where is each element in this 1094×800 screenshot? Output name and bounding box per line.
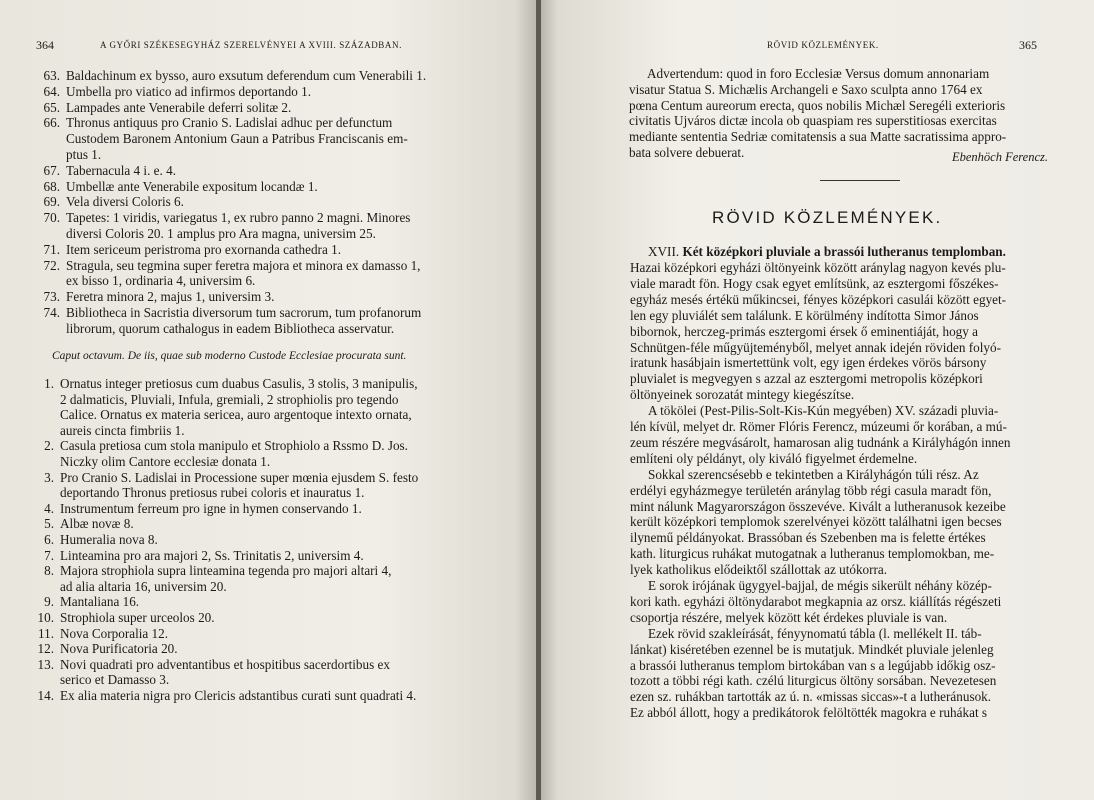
body-line: Hazai középkori egyházi öltönyeink között aránylag nagyon kevés plu- <box>630 260 1006 275</box>
item-text-line: Lampades ante Venerabile deferri solitæ 2. <box>66 99 292 115</box>
section-title: RÖVID KÖZLEMÉNYEK. <box>712 208 943 227</box>
item-text-line: Ex alia materia nigra pro Clericis adstantibus curati sunt quadrati 4. <box>60 688 417 703</box>
body-line: erdélyi egyházmegye területén aránylag több régi casula maradt fön, <box>630 482 992 498</box>
item-text-line: Ornatus integer pretiosus cum duabus Casulis, 3 stolis, 3 manipulis, <box>60 376 418 391</box>
item-number: 1. <box>44 376 54 391</box>
item-text-line: Albæ novæ 8. <box>60 516 134 532</box>
item-text-line: Linteamina pro ara majori 2, Ss. Trinitatis 2, universim 4. <box>60 547 364 563</box>
item-number: 71. <box>43 241 60 257</box>
body-line: lén kívül, melyet dr. Römer Flóris Ferencz, múzeumi őr korában, a mú- <box>630 419 1007 434</box>
item-number: 74. <box>43 305 60 320</box>
item-number: 65. <box>43 99 60 115</box>
item-text-line: Feretra minora 2, majus 1, universim 3. <box>66 289 275 305</box>
item-text-line: Novi quadrati pro adventantibus et hospitibus sacerdortibus ex <box>60 656 390 672</box>
item-text-line: Nova Purificatoria 20. <box>60 641 178 657</box>
article-heading <box>648 244 1006 260</box>
item-number: 72. <box>43 257 60 273</box>
paragraph-line: pœna Centum aureorum erecta, quos nobilis Michæl Seregéli exterioris <box>629 97 1006 113</box>
body-line: került középkori templomok szerelvényei között találhatni igen becses <box>630 514 1002 530</box>
body-line: egyház mesés értékü műkincsei, fényes középkori casulái között egyet- <box>630 291 1007 307</box>
body-line: lyek katholikus elődeiktől szállottak az utókorra. <box>630 562 888 578</box>
body-line: csoportja részére, melyek között két érdekes pluviale is van. <box>630 609 948 625</box>
item-text-line: Bibliotheca in Sacristia diversorum tum sacrorum, tum profanorum <box>66 305 422 320</box>
paragraph-line: visatur Statua S. Michælis Archangeli e Saxo sculpta anno 1764 ex <box>629 81 983 97</box>
article-title: Két középkori pluviale a brassói lutheranus templomban. <box>682 244 1006 259</box>
running-head: RÖVID KÖZLEMÉNYEK. <box>767 40 879 50</box>
item-text-line: Majora strophiola supra linteamina tegenda pro majori altari 4, <box>60 563 392 579</box>
item-number: 64. <box>43 83 60 99</box>
author-signature: Ebenhöch Ferencz. <box>951 150 1048 164</box>
item-text-line: librorum, quorum cathalogus in eadem Bibliotheca asservatur. <box>66 320 395 336</box>
item-text-line: serico et Damasso 3. <box>60 672 170 688</box>
item-text-line: Niczky olim Cantore ecclesiæ donata 1. <box>60 454 271 469</box>
body-line: kath. liturgicus ruhákat mutogatnak a lutheranus templomokban, me- <box>630 546 995 562</box>
body-line: a brassói lutheranus templom birtokában van s a legújabb időkig osz- <box>630 657 996 673</box>
body-line: ezen sz. ruhákban tartották az ú. n. «missas siccas»-t a lutheránusok. <box>630 689 992 705</box>
item-number: 6. <box>44 532 54 547</box>
item-number: 69. <box>43 194 60 210</box>
body-line: kori kath. egyházi öltönydarabot megkapnia az orsz. kiállítás régészeti <box>630 593 1002 609</box>
item-text-line: ex bisso 1, ordinaria 4, universim 6. <box>66 273 256 289</box>
item-text-line: Tapetes: 1 viridis, variegatus 1, ex rubro panno 2 magni. Minores <box>66 210 411 226</box>
item-text-line: Instrumentum ferreum pro igne in hymen conservando 1. <box>60 500 362 516</box>
running-head: A GYŐRI SZÉKESEGYHÁZ SZERELVÉNYEI A XVIII. SZÁZADBAN. <box>100 40 402 50</box>
item-number: 14. <box>37 688 54 703</box>
paragraph-line: civitatis Ujváros dictæ incola ob quaspiam res superstitiosas exercitas <box>629 113 997 129</box>
item-text-line: Thronus antiquus pro Cranio S. Ladislai adhuc per defunctum <box>66 115 393 131</box>
item-number: 68. <box>43 178 60 194</box>
item-number: 12. <box>37 641 54 657</box>
body-line: ilynemű példányokat. Brassóban és Szebenben ma is felette értékes <box>630 530 986 546</box>
item-text-line: Umbellæ ante Venerabile expositum locandæ 1. <box>66 178 318 194</box>
item-text-line: aureis cincta fimbriis 1. <box>60 422 185 438</box>
paragraph-line: bata solvere debuerat. <box>629 145 745 160</box>
body-line: mint nálunk Magyarországon összevéve. Kivált a lutheranusok kezeibe <box>630 498 1006 514</box>
item-text-line: ad alia altaria 16, universim 20. <box>60 578 227 594</box>
item-number: 70. <box>43 210 60 226</box>
body-line: öltönyeinek sorozatát mintegy kiegészítse. <box>630 387 855 403</box>
body-line: bibornok, herczeg-primás esztergomi érsek ő eminentiáját, hogy a <box>630 323 979 339</box>
item-text-line: Strophiola super urceolos 20. <box>60 610 215 625</box>
body-line: iratunk hasábjain ismertettünk volt, egy igen érdekes vörös bársony <box>630 355 987 371</box>
item-text-line: Calice. Ornatus ex materia sericea, auro argentoque intexto ornata, <box>60 407 412 423</box>
body-line: pluvialet is megvegyen s azzal az esztergomi metropolis középkori <box>630 371 983 387</box>
separator-rule <box>820 180 900 181</box>
body-line: Sokkal szerencsésebb e tekintetben a Királyhágón túli rész. Az <box>648 466 979 482</box>
item-text-line: deportando Thronus pretiosus rubei coloris et inauratus 1. <box>60 485 365 501</box>
item-text-line: Nova Corporalia 12. <box>60 625 169 641</box>
body-line: lánkat) kiséretében ezennel be is mutatjuk. Mindkét pluviale jelenleg <box>630 641 994 657</box>
body-line: Ez abból állott, hogy a predikátorok felöltötték magokra e ruhákat s <box>630 705 988 721</box>
item-text-line: Vela diversi Coloris 6. <box>66 194 184 210</box>
item-text-line: Stragula, seu tegmina super feretra majora et minora ex damasso 1, <box>66 257 421 273</box>
article-number: XVII. <box>648 244 680 259</box>
page-number: 365 <box>1019 38 1037 52</box>
item-text-line: Baldachinum ex bysso, auro exsutum deferendum cum Venerabili 1. <box>66 68 427 83</box>
body-line: A tökölei (Pest-Pilis-Solt-Kis-Kún megyében) XV. századi pluvia- <box>648 403 999 419</box>
item-number: 11. <box>38 625 54 641</box>
item-number: 8. <box>44 563 54 579</box>
body-line: viale maradt fön. Hogy csak egyet említsünk, az esztergomi főszékes- <box>630 275 999 291</box>
item-text-line: Umbella pro viatico ad infirmos deportando 1. <box>66 83 312 99</box>
item-number: 67. <box>43 162 60 178</box>
item-number: 2. <box>44 438 54 454</box>
body-line: len egy pluviálét sem találunk. E körülmény indította Simor János <box>630 307 979 323</box>
item-number: 3. <box>44 469 54 485</box>
body-line: Ezek rövid szakleírását, fényynomatú tábla (l. mellékelt II. táb- <box>648 625 982 641</box>
item-number: 13. <box>37 656 54 672</box>
left-page <box>0 0 537 800</box>
page-number: 364 <box>36 38 54 52</box>
item-text-line: Tabernacula 4 i. e. 4. <box>66 162 177 178</box>
item-number: 7. <box>44 547 54 563</box>
paragraph-line: Advertendum: quod in foro Ecclesiæ Versus domum annonariam <box>647 66 990 81</box>
item-text-line: Item sericeum peristroma pro exornanda cathedra 1. <box>66 241 341 257</box>
item-text-line: Mantaliana 16. <box>60 594 140 610</box>
item-number: 66. <box>43 115 60 131</box>
item-text-line: Casula pretiosa cum stola manipulo et Strophiolo a Rssmo D. Jos. <box>60 438 408 454</box>
item-number: 10. <box>37 610 54 625</box>
item-text-line: diversi Coloris 20. 1 amplus pro Ara magna, universim 25. <box>66 226 376 241</box>
item-number: 73. <box>43 289 60 305</box>
chapter-caption: Caput octavum. De iis, quae sub moderno Custode Ecclesiae procurata sunt. <box>52 350 407 362</box>
item-text-line: Humeralia nova 8. <box>60 532 158 547</box>
body-line: említeni oly példányt, oly kiváló figyelmet érdemelne. <box>630 450 918 466</box>
item-number: 9. <box>44 594 54 610</box>
item-text-line: ptus 1. <box>66 147 102 162</box>
item-number: 4. <box>44 500 54 516</box>
item-text-line: 2 dalmaticis, Pluviali, Infula, gremiali, 2 strophiolis pro tegendo <box>60 391 399 407</box>
item-text-line: Custodem Baronem Antonium Gaun a Patribus Franciscanis em- <box>66 131 408 147</box>
paragraph-line: mediante sententia Sedriæ comitatensis a sua Matte sacratissima appro- <box>629 129 1007 145</box>
body-line: tozott a többi régi kath. czélú liturgicus öltöny sorsában. Nevezetesen <box>630 673 997 689</box>
item-text-line: Pro Cranio S. Ladislai in Processione super mœnia ejusdem S. festo <box>60 469 419 485</box>
item-number: 63. <box>43 68 60 83</box>
body-line: zeum részére megvásárolt, hamarosan alig tudnánk a Királyhágón innen <box>630 434 1011 450</box>
body-line: E sorok irójának ügygyel-bajjal, de mégis sikerült néhány közép- <box>648 578 992 593</box>
body-line: Schnütgen-féle műgyüjteményből, melyet annak idején röviden folyó- <box>630 339 1001 355</box>
item-number: 5. <box>44 516 54 532</box>
